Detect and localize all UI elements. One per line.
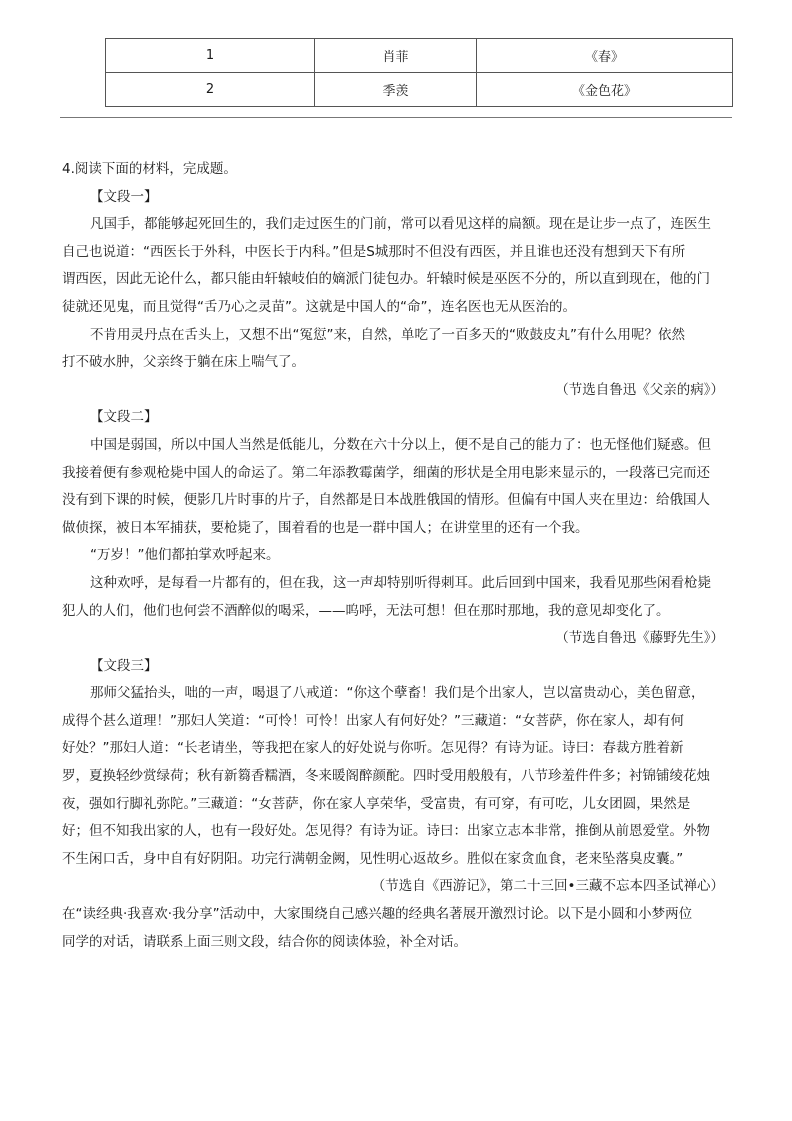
question-title: 4.阅读下面的材料，完成题。: [62, 161, 237, 177]
author-work-table: [105, 38, 733, 107]
passage-line: 犯人的人们，他们也何尝不酒醉似的喝采，——呜呼，无法可想！但在那时那地，我的意见却变化了。: [62, 602, 670, 619]
table-row: [106, 73, 733, 107]
passage-line: 谓西医，因此无论什么，都只能由轩辕岐伯的嫡派门徒包办。轩辕时候是巫医不分的，所以直到现在，他的门: [62, 271, 710, 288]
passage2: [62, 432, 732, 625]
passage-line: 打不破水肿，父亲终于躺在床上喘气了。: [62, 354, 305, 371]
table-row: [106, 39, 733, 73]
passage-line: 自己也说道：“西医长于外科，中医长于内科。”但是S城那时不但没有西医，并且谁也还没有想到天下有所: [62, 243, 686, 260]
table-cell-author: 季羡: [315, 73, 477, 107]
passage-line: 这种欢呼，是每看一片都有的，但在我，这一声却特别听得刺耳。此后回到中国来，我看见那些闲看枪毙: [90, 574, 711, 591]
section-divider: [60, 117, 732, 118]
passage-line: 好；但不知我出家的人，也有一段好处。怎见得？有诗为证。诗曰：出家立志本非常，推倒从前恩爱堂。外物: [62, 823, 710, 840]
passage1: [62, 211, 732, 377]
passage3-source: （节选自《西游记》，第二十三回•三藏不忘本四圣试禅心）: [371, 878, 724, 895]
passage-line: 成得个甚么道理！”那妇人笑道：“可怜！可怜！出家人有何好处？”三藏道：“女菩萨，你在家人，却有何: [62, 712, 684, 729]
passage-line: “万岁！”他们都拍掌欢呼起来。: [90, 547, 280, 564]
passage1-source: （节选自鲁迅《父亲的病》）: [555, 381, 724, 398]
passage-line: 不肯用灵丹点在舌头上，又想不出“冤愆”来，自然，单吃了一百多天的“败鼓皮丸”有什么用呢？依然: [90, 326, 685, 343]
table-cell-author: 肖菲: [315, 39, 477, 73]
table-cell-no: 1: [106, 39, 315, 73]
passage-line: 没有到下课的时候，便影几片时事的片子，自然都是日本战胜俄国的情形。但偏有中国人夹在里边：给俄国人: [62, 492, 710, 509]
passage3-heading: 【文段三】: [90, 657, 158, 674]
passage-line: 不生闲口舌，身中自有好阴阳。功完行满朝金阙，见性明心返故乡。胜似在家贪血食，老来坠落臭皮囊。”: [62, 850, 684, 867]
passage-line: 徒就还见鬼，而且觉得“舌乃心之灵苗”。这就是中国人的“命”，连名医也无从医治的。: [62, 298, 576, 315]
passage-line: 中国是弱国，所以中国人当然是低能儿，分数在六十分以上，便不是自己的能力了：也无怪他们疑惑。但: [90, 436, 711, 453]
passage2-source: （节选自鲁迅《藤野先生》）: [555, 630, 724, 647]
passage1-heading: 【文段一】: [90, 188, 158, 205]
passage2-heading: 【文段二】: [90, 409, 158, 426]
closing-line: 同学的对话，请联系上面三则文段，结合你的阅读体验，补全对话。: [62, 933, 467, 950]
passage-line: 那师父猛抬头，咄的一声，喝退了八戒道：“你这个孽畜！我们是个出家人，岂以富贵动心，美色留意，: [90, 685, 705, 702]
passage-line: 凡国手，都能够起死回生的，我们走过医生的门前，常可以看见这样的扁额。现在是让步一点了，连医生: [90, 216, 711, 233]
passage-line: 罗，夏换轻纱赏绿荷；秋有新篘香糯酒，冬来暖阁醉颜酡。四时受用般般有，八节珍羞件件多；衬锦铺绫花烛: [62, 768, 710, 785]
passage-line: 好处？”那妇人道：“长老请坐，等我把在家人的好处说与你听。怎见得？有诗为证。诗曰：春裁方胜着新: [62, 740, 684, 757]
table-cell-no: 2: [106, 73, 315, 107]
closing-line: 在“读经典·我喜欢·我分享”活动中，大家围绕自己感兴趣的经典名著展开激烈讨论。以下是小圆和小梦两位: [62, 906, 693, 923]
passage-line: 我接着便有参观枪毙中国人的命运了。第二年添教霉菌学，细菌的形状是全用电影来显示的，一段落已完而还: [62, 464, 710, 481]
passage3: [62, 680, 732, 873]
table-cell-work: 《春》: [477, 39, 733, 73]
table-cell-work: 《金色花》: [477, 73, 733, 107]
passage-line: 做侦探，被日本军捕获，要枪毙了，围着看的也是一群中国人；在讲堂里的还有一个我。: [62, 519, 589, 536]
passage-line: 夜，强如行脚礼弥陀。”三藏道：“女菩萨，你在家人享荣华，受富贵，有可穿，有可吃，儿女团圆，果然是: [62, 795, 691, 812]
closing-paragraph: [62, 901, 732, 956]
question-body: [62, 156, 732, 956]
